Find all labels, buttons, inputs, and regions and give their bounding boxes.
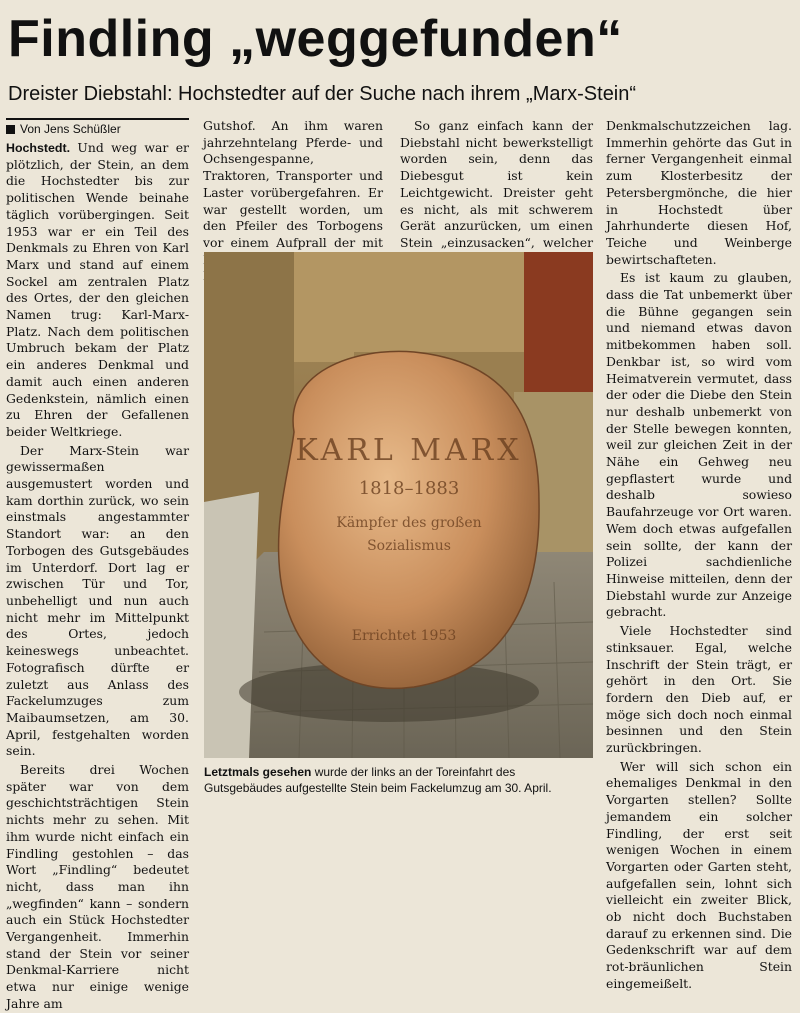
photo-caption — [204, 764, 593, 796]
wall-block — [294, 252, 524, 362]
inscription-line: KARL MARX — [295, 433, 523, 468]
red-door — [524, 252, 593, 402]
article-column-4 — [606, 118, 792, 991]
caption-text: wurde der links an der Toreinfahrt des Gutsgebäudes aufgestellte Stein beim Fackelumzug am 30. April. — [204, 765, 552, 795]
subheadline: Dreister Diebstahl: Hochstedter auf der Suche nach ihrem „Marx-Stein“ — [8, 83, 637, 105]
dateline: Hochstedt. — [6, 141, 71, 155]
paragraph: Viele Hochstedter sind stinksauer. Egal, welche Inschrift der Stein trägt, er gehört in den Ort. Sie fordern den Dieb auf, er möge sich doch noch einmal besinnen und den Stein zurückbringen. — [606, 623, 792, 756]
stone-photo — [204, 252, 593, 758]
byline-text: Von Jens Schüßler — [20, 122, 121, 136]
inscription-line: Kämpfer des großen — [336, 515, 482, 531]
paragraph: Es ist kaum zu glauben, dass die Tat unbemerkt über die Bühne gegangen sein und niemand etwas davon mitbekommen haben soll. Denkbar ist, so wird vom Heimatverein vermutet, dass der oder die Diebe den Stein nur deshalb unbemerkt von der Stelle bewegen konnten, weil zur gleichen Zeit in der Nähe ein Gehweg neu gepflastert wurde und deshalb sowieso Baufahrzeuge vor Ort waren. Wem doch etwas aufgefallen sein sollte, der kann der Polizei sachdienliche Hinweise mitteilen, denn der Diebstahl wurde zur Anzeige gebracht. — [606, 270, 792, 620]
paragraph-text: Und weg war er plötzlich, der Stein, an dem die Hochstedter bis zur politischen Wende beinahe täglich vorübergingen. Seit 1953 war er ein Teil des Denkmals zu Ehren von Karl Marx und stand auf einem Sockel am zentralen Platz des Ortes, der den gleichen Namen trug: Karl-Marx-Platz. Nach dem politischen Umbruch bekam der Platz ein anderes Denkmal und damit auch einen anderen Gedenkstein, nämlich einen zu Ehren der Gefallenen beider Weltkriege. — [6, 140, 189, 439]
paragraph: So ganz einfach kann der Diebstahl nicht bewerkstelligt worden sein, denn das Diebesgut ist kein Leichtgewicht. Dreister geht es nicht, als mit schwerem Gerät anzurücken, um einen Stein „einzusacken“, welcher — [400, 118, 593, 250]
paragraph: Wer will sich schon ein ehemaliges Denkmal in den Vorgarten stellen? Sollte jemandem ein solcher Findling, der erst seit wenigen Wochen in einem Vorgarten oder Garten steht, aufgefallen sein, lohnt sich vielleicht ein zweiter Blick, ob nicht doch Buchstaben darauf zu erkennen sind. Die Gedenkschrift war auf dem rot-bräunlichen Stein eingemeißelt. — [606, 758, 792, 991]
inscription-line: Sozialismus — [367, 538, 451, 554]
article-column-2 — [203, 118, 383, 250]
photo-illustration — [204, 252, 593, 758]
article-column-1 — [6, 140, 189, 1011]
paragraph — [6, 140, 189, 441]
headline: Findling „weggefunden“ — [8, 10, 623, 68]
article-column-3 — [400, 118, 593, 250]
paragraph: Bereits drei Wochen später war von dem geschichtsträchtigen Stein nichts mehr zu sehen. Mit ihm wurde nicht einfach ein Findling gestohlen – das Wort „Findling“ bedeutet nicht, dass man ihn „wegfinden“ kann – sondern auch ein Stück Hochstedter Vergangenheit. Immerhin stand der Stein vor seiner Denkmal-Karriere nicht etwa nur einige wenige Jahre am — [6, 762, 189, 1011]
caption-lead: Letztmals gesehen — [204, 765, 312, 779]
inscription-line: 1818–1883 — [358, 478, 460, 499]
paragraph: Denkmalschutzzeichen lag. Immerhin gehörte das Gut in ferner Vergangenheit einmal zum Klosterbesitz der Petersbergmönche, die hier in Hochstedt über Jahrhunderte diesen Hof, Teiche und Weinberge bewirtschafteten. — [606, 118, 792, 267]
paragraph: Gutshof. An ihm waren jahrzehntelang Pferde- und Ochsengespanne, Traktoren, Transporter und Laster vorübergefahren. Er war gestellt worden, um den Pfeiler des Torbogens vor einem Aufprall der mit — [203, 118, 383, 250]
byline — [6, 118, 189, 138]
inscription-line: Errichtet 1953 — [351, 628, 457, 644]
byline-square-icon — [6, 125, 15, 134]
paragraph: Der Marx-Stein war gewissermaßen ausgemustert worden und kam dorthin zurück, wo sein einstmals angestammter Standort war: an den Torbogen des Gutsgebäudes im Unterdorf. Dort lag er zwischen Tür und Tor, unbehelligt und nun auch nicht mehr im Mittelpunkt des Ortes, jedoch keineswegs unbeachtet. Fotografisch dürfte er zuletzt aus Anlass des Fackelumzuges zum Maibaumsetzen, am 30. April, festgehalten worden sein. — [6, 442, 189, 759]
